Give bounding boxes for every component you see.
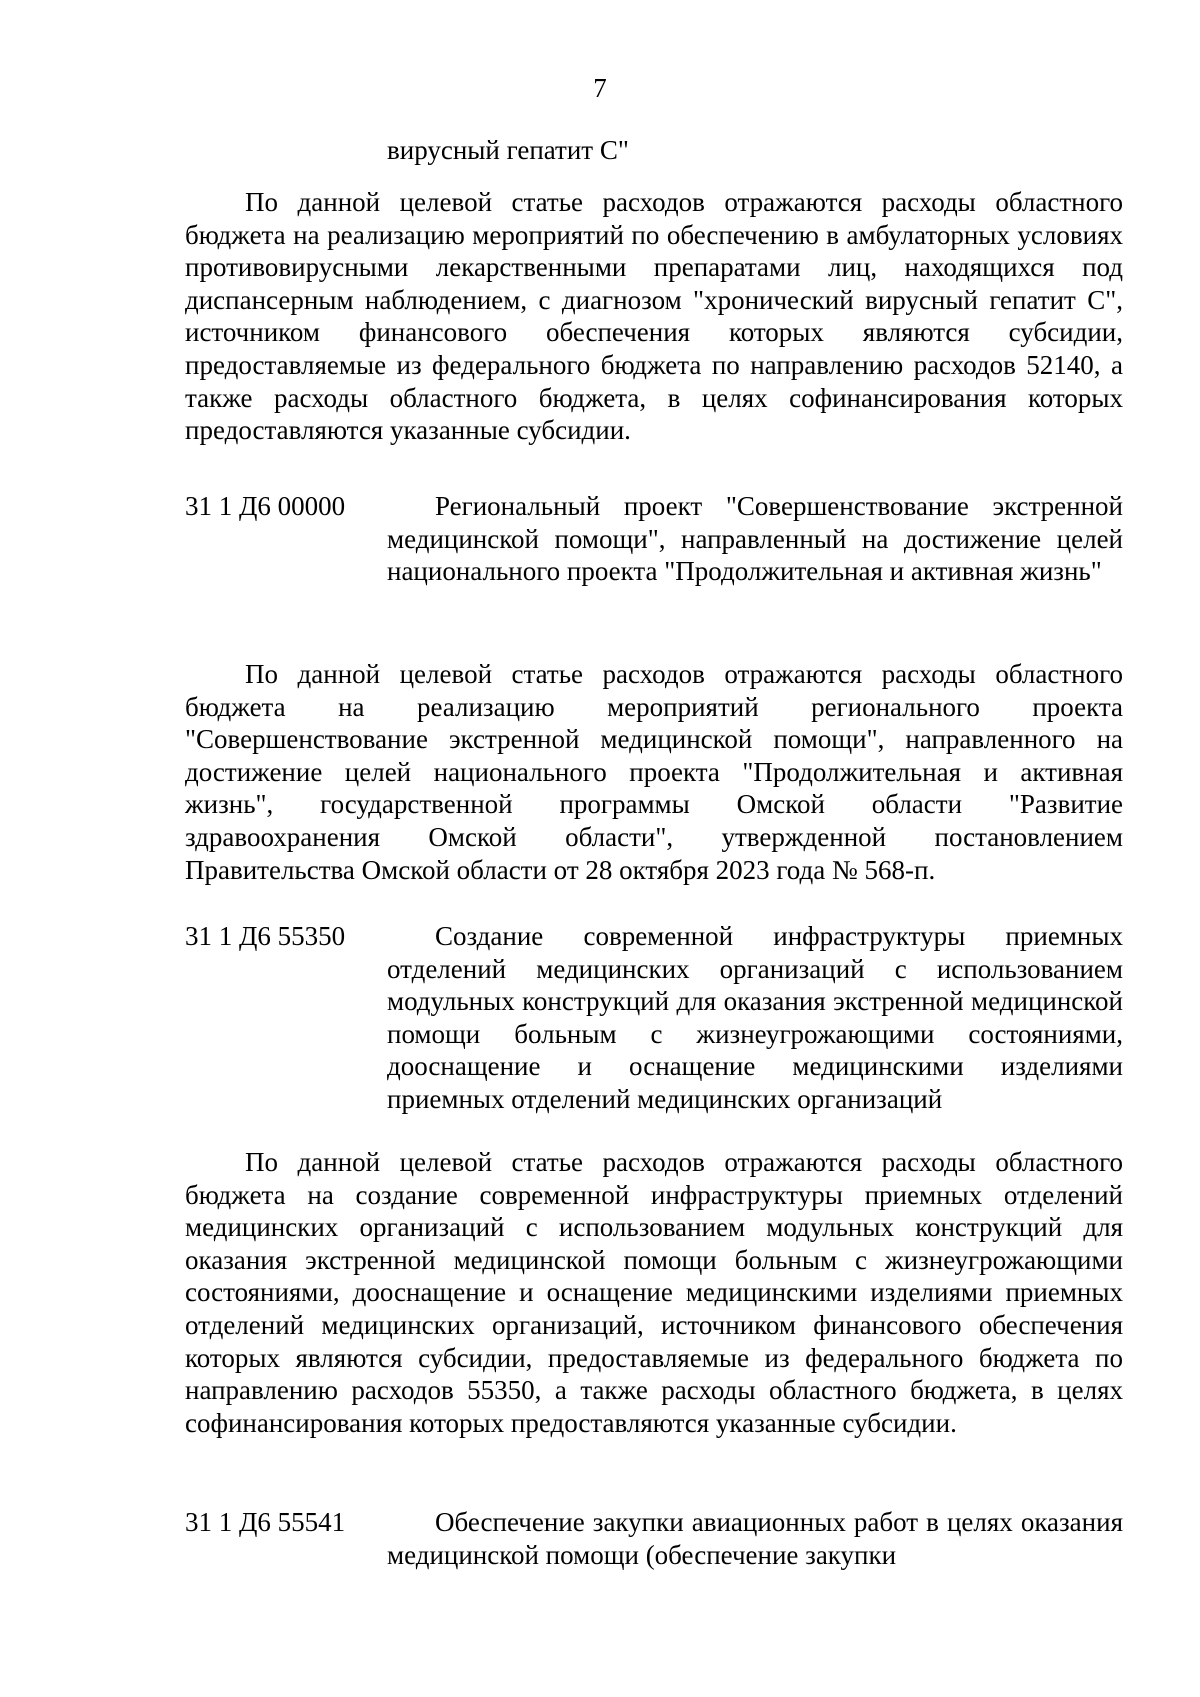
entry-title: Региональный проект "Совершенствование экстренной медицинской помощи", направленный на достижение целей национального проекта "Продолжительная и активная жизнь"	[387, 491, 1123, 587]
entry-code: 31 1 Д6 55541	[185, 1507, 346, 1537]
paragraph-3: По данной целевой статье расходов отражаются расходы областного бюджета на создание современной инфраструктуры приемных отделений медицинских организаций с использованием модульных конструкций для оказания экстренной медицинской помощи больным с жизнеугрожающими состояниями, дооснащение и оснащение медицинскими изделиями приемных отделений медицинских организаций, источником финансового обеспечения которых являются субсидии, предоставляемые из федерального бюджета по направлению расходов 55350, а также расходы областного бюджета, в целях софинансирования которых предоставляются указанные субсидии.	[185, 1147, 1123, 1438]
entry-code: 31 1 Д6 00000	[185, 491, 346, 521]
continuation-text: вирусный гепатит С"	[387, 135, 629, 165]
entry-code: 31 1 Д6 55350	[185, 921, 346, 951]
entry-title: Обеспечение закупки авиационных работ в целях оказания медицинской помощи (обеспечение закупки	[387, 1507, 1123, 1570]
paragraph-2: По данной целевой статье расходов отражаются расходы областного бюджета на реализацию мероприятий регионального проекта "Совершенствование экстренной медицинской помощи", направленного на достижение целей национального проекта "Продолжительная и активная жизнь", государственной программы Омской области "Развитие здравоохранения Омской области", утвержденной постановлением Правительства Омской области от 28 октября 2023 года № 568-п.	[185, 659, 1123, 885]
paragraph-1: По данной целевой статье расходов отражаются расходы областного бюджета на реализацию мероприятий по обеспечению в амбулаторных условиях противовирусными лекарственными препаратами лиц, находящихся под диспансерным наблюдением, с диагнозом "хронический вирусный гепатит С", источником финансового обеспечения которых являются субсидии, предоставляемые из федерального бюджета по направлению расходов 52140, а также расходы областного бюджета, в целях софинансирования которых предоставляются указанные субсидии.	[185, 187, 1123, 446]
page-number: 7	[593, 73, 607, 103]
entry-title: Создание современной инфраструктуры приемных отделений медицинских организаций с использованием модульных конструкций для оказания экстренной медицинской помощи больным с жизнеугрожающими состояниями, дооснащение и оснащение медицинскими изделиями приемных отделений медицинских организаций	[387, 921, 1123, 1114]
